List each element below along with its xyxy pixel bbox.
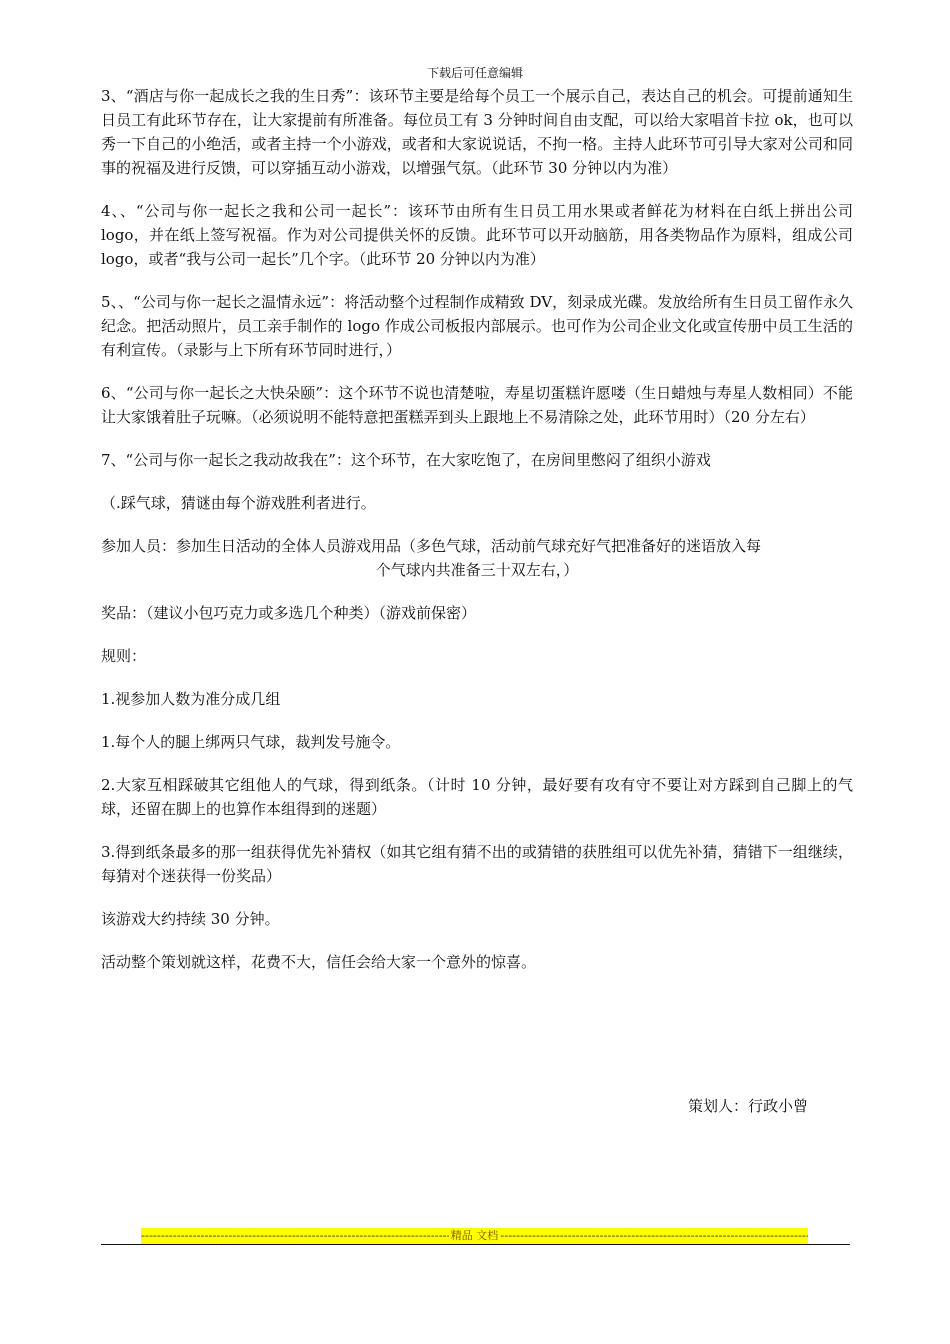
game-description: （.踩气球，猜谜由每个游戏胜利者进行。 (101, 494, 376, 512)
closing-line: 活动整个策划就这样，花费不大，信任会给大家一个意外的惊喜。 (101, 953, 537, 971)
rule-item: 2.大家互相踩破其它组他人的气球，得到纸条。（计时 10 分钟，最好要有攻有守不要让对方踩到自己脚上的气球，还留在脚上的也算作本组得到的迷题） (101, 776, 853, 818)
duration-line: 该游戏大约持续 30 分钟。 (101, 910, 280, 928)
rule-item: 1.每个人的腿上绑两只气球，裁判发号施令。 (101, 733, 401, 751)
footer-dashes-left (141, 1228, 449, 1244)
footer-dashes-right (500, 1228, 808, 1244)
paragraph-item-5: 5、、“公司与你一起长之温情永远”：将活动整个过程制作成精致 DV，刻录成光碟。发放给所有生日员工留作永久纪念。把活动照片，员工亲手制作的 logo 作成公司板报内部展示。也可作为公司企业文化或宣传册中员工生活的有利宣传。（录影与上下所有环节同时进行，） (101, 293, 853, 359)
header-note: 下载后可任意编辑 (426, 66, 523, 80)
paragraph-item-4: 4、、“公司与你一起长之我和公司一起长”：该环节由所有生日员工用水果或者鲜花为材料在白纸上拼出公司 logo，并在纸上签写祝福。作为对公司提供关怀的反馈。此环节可以开动脑筋，用各类物品作为原料，组成公司 logo，或者“我与公司一起长”几个字。（此环节 20 分钟以内为准） (101, 202, 853, 268)
rules-title: 规则： (101, 647, 147, 665)
footer-rule (101, 1244, 850, 1245)
participants-line: 参加人员：参加生日活动的全体人员游戏用品（多色气球，活动前气球充好气把准备好的迷语放入每 (101, 537, 762, 555)
paragraph-item-7: 7、“公司与你一起长之我动故我在”：这个环节，在大家吃饱了，在房间里憋闷了组织小游戏 (101, 451, 711, 469)
paragraph-item-3: 3、“酒店与你一起成长之我的生日秀”：该环节主要是给每个员工一个展示自己，表达自己的机会。可提前通知生日员工有此环节存在，让大家提前有所准备。每位员工有 3 分钟时间自由支配，可以给大家唱首卡拉 ok，也可以秀一下自己的小绝活，或者主持一个小游戏，或者和大家说说话，不拘一格。主持人此环节可引导大家对公司和同事的祝福及进行反馈，可以穿插互动小游戏，以增强气氛。（此环节 30 分钟以内为准） (101, 87, 853, 177)
footer-banner (141, 1228, 808, 1244)
document-body (101, 84, 853, 993)
footer-label: 精品 文档 (450, 1229, 499, 1242)
participants-continuation: 个气球内共准备三十双左右，） (375, 561, 579, 579)
prizes-line: 奖品：（建议小包巧克力或多选几个种类）（游戏前保密） (101, 604, 477, 622)
signature: 策划人：行政小曾 (688, 1097, 809, 1115)
paragraph-item-6: 6、“公司与你一起长之大快朵颐”：这个环节不说也清楚啦，寿星切蛋糕许愿喽（生日蜡烛与寿星人数相同）不能让大家饿着肚子玩嘛。（必须说明不能特意把蛋糕弄到头上跟地上不易清除之处，此环节用时）（20 分左右） (101, 384, 853, 426)
rule-item: 3.得到纸条最多的那一组获得优先补猜权（如其它组有猜不出的或猜错的获胜组可以优先补猜，猜错下一组继续，每猜对个迷获得一份奖品） (101, 843, 853, 885)
rule-item: 1.视参加人数为准分成几组 (101, 690, 281, 708)
